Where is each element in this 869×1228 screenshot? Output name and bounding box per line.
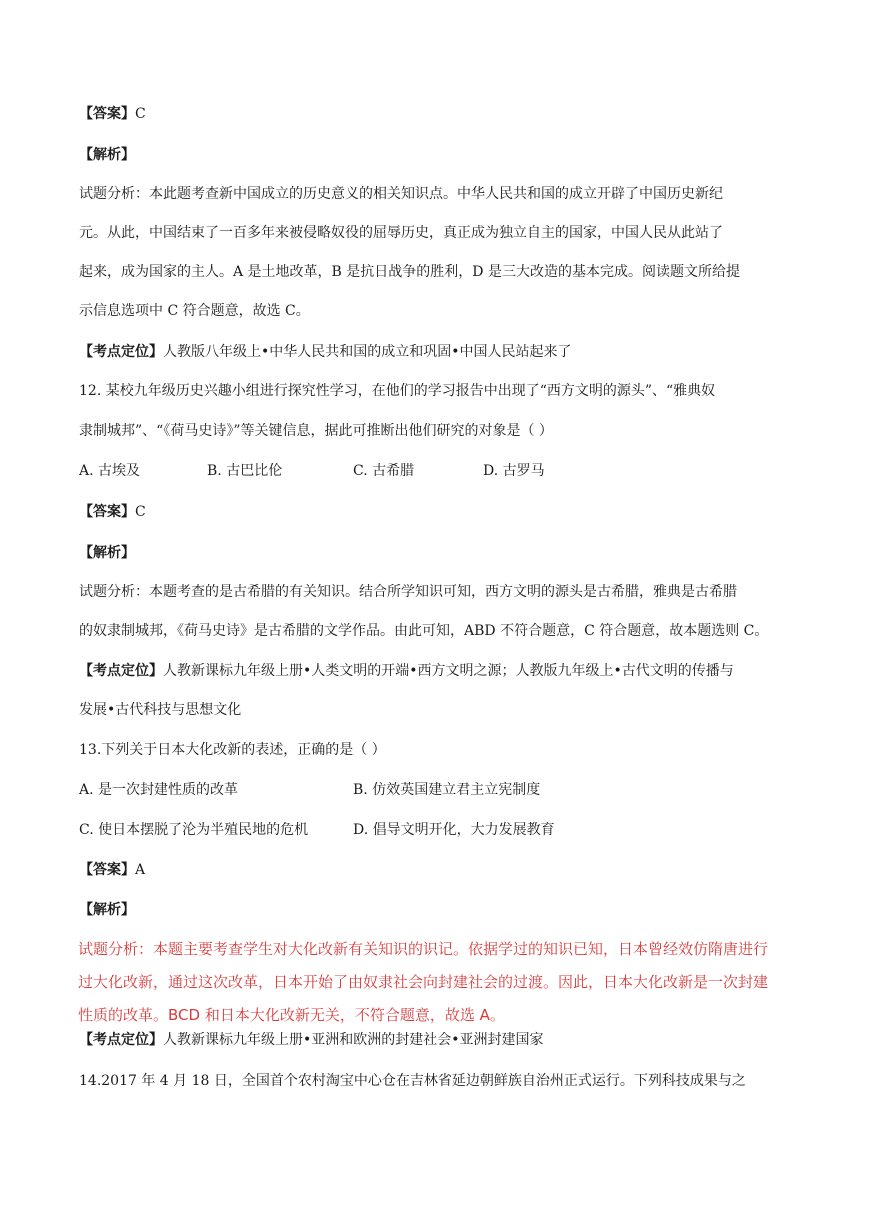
kaodian-11 — [79, 342, 572, 362]
option-d: D. 倡导文明开化，大力发展教育 — [353, 822, 555, 838]
kaodian-label: 【考点定位】 — [79, 1032, 163, 1048]
kaodian-text: 人教版八年级上•中华人民共和国的成立和巩固•中国人民站起来了 — [163, 344, 572, 360]
kaodian-12 — [79, 661, 734, 681]
analysis-label-12: 【解析】 — [79, 545, 135, 561]
answer-label: 【答案】 — [79, 106, 135, 122]
kaodian-label: 【考点定位】 — [79, 344, 163, 360]
analysis-line: 试题分析：本题考查的是古希腊的有关知识。结合所学知识可知，西方文明的源头是古希腊，雅典是古希腊 — [79, 584, 737, 600]
option-c: C. 使日本摆脱了沦为半殖民地的危机 — [79, 822, 309, 838]
question-12-stem-line: 12. 某校九年级历史兴趣小组进行探究性学习，在他们的学习报告中出现了“西方文明的源头”、“雅典奴 — [79, 383, 716, 399]
analysis-line: 试题分析：本此题考查新中国成立的历史意义的相关知识点。中华人民共和国的成立开辟了中国历史新纪 — [79, 186, 723, 202]
option-b: B. 古巴比伦 — [207, 463, 283, 479]
question-13-stem: 13.下列关于日本大化改新的表述，正确的是（ ） — [79, 742, 386, 758]
answer-value: C — [135, 106, 146, 122]
option-a: A. 古埃及 — [79, 463, 141, 479]
option-d: D. 古罗马 — [483, 463, 545, 479]
option-a: A. 是一次封建性质的改革 — [79, 782, 239, 798]
analysis-label-13: 【解析】 — [79, 902, 135, 918]
question-13-options-row2 — [79, 820, 639, 840]
analysis-line: 起来，成为国家的主人。A 是土地改革，B 是抗日战争的胜利，D 是三大改造的基本完成。阅读题文所给提 — [79, 264, 740, 280]
answer-label: 【答案】 — [79, 862, 135, 878]
kaodian-13 — [79, 1030, 544, 1050]
answer-value: C — [135, 504, 146, 520]
analysis-line-highlight: 试题分析：本题主要考查学生对大化改新有关知识的识记。依据学过的知识已知，日本曾经效仿隋唐进行 — [78, 940, 769, 958]
analysis-line-highlight: 性质的改革。BCD 和日本大化改新无关，不符合题意，故选 A。 — [78, 1006, 505, 1024]
analysis-line: 示信息选项中 C 符合题意，故选 C。 — [79, 303, 310, 319]
analysis-label-11: 【解析】 — [79, 147, 135, 163]
answer-value: A — [135, 862, 146, 878]
question-12-options — [79, 461, 579, 481]
analysis-line-highlight: 过大化改新，通过这次改革，日本开始了由奴隶社会向封建社会的过渡。因此，日本大化改新是一次封建 — [78, 973, 769, 991]
kaodian-line: 发展•古代科技与思想文化 — [79, 702, 242, 718]
analysis-line: 元。从此，中国结束了一百多年来被侵略奴役的屈辱历史，真正成为独立自主的国家，中国人民从此站了 — [79, 225, 723, 241]
question-13-options-row1 — [79, 780, 639, 800]
answer-11 — [79, 104, 146, 124]
answer-12 — [79, 502, 146, 522]
kaodian-text: 人教新课标九年级上册•亚洲和欧洲的封建社会•亚洲封建国家 — [163, 1032, 544, 1048]
question-12-stem-line: 隶制城邦”、“《荷马史诗》”等关键信息，据此可推断出他们研究的对象是（ ） — [79, 423, 553, 439]
question-14-stem: 14.2017 年 4 月 18 日，全国首个农村淘宝中心仓在吉林省延边朝鲜族自治州正式运行。下列科技成果与之 — [79, 1073, 746, 1089]
option-b: B. 仿效英国建立君主立宪制度 — [353, 782, 541, 798]
option-c: C. 古希腊 — [353, 463, 415, 479]
answer-13 — [79, 860, 145, 880]
kaodian-label: 【考点定位】 — [79, 663, 163, 679]
analysis-line: 的奴隶制城邦，《荷马史诗》是古希腊的文学作品。由此可知，ABD 不符合题意，C 符合题意，故本题选则 C。 — [79, 623, 769, 639]
kaodian-text: 人教新课标九年级上册•人类文明的开端•西方文明之源；人教版九年级上•古代文明的传播与 — [163, 663, 734, 679]
answer-label: 【答案】 — [79, 504, 135, 520]
